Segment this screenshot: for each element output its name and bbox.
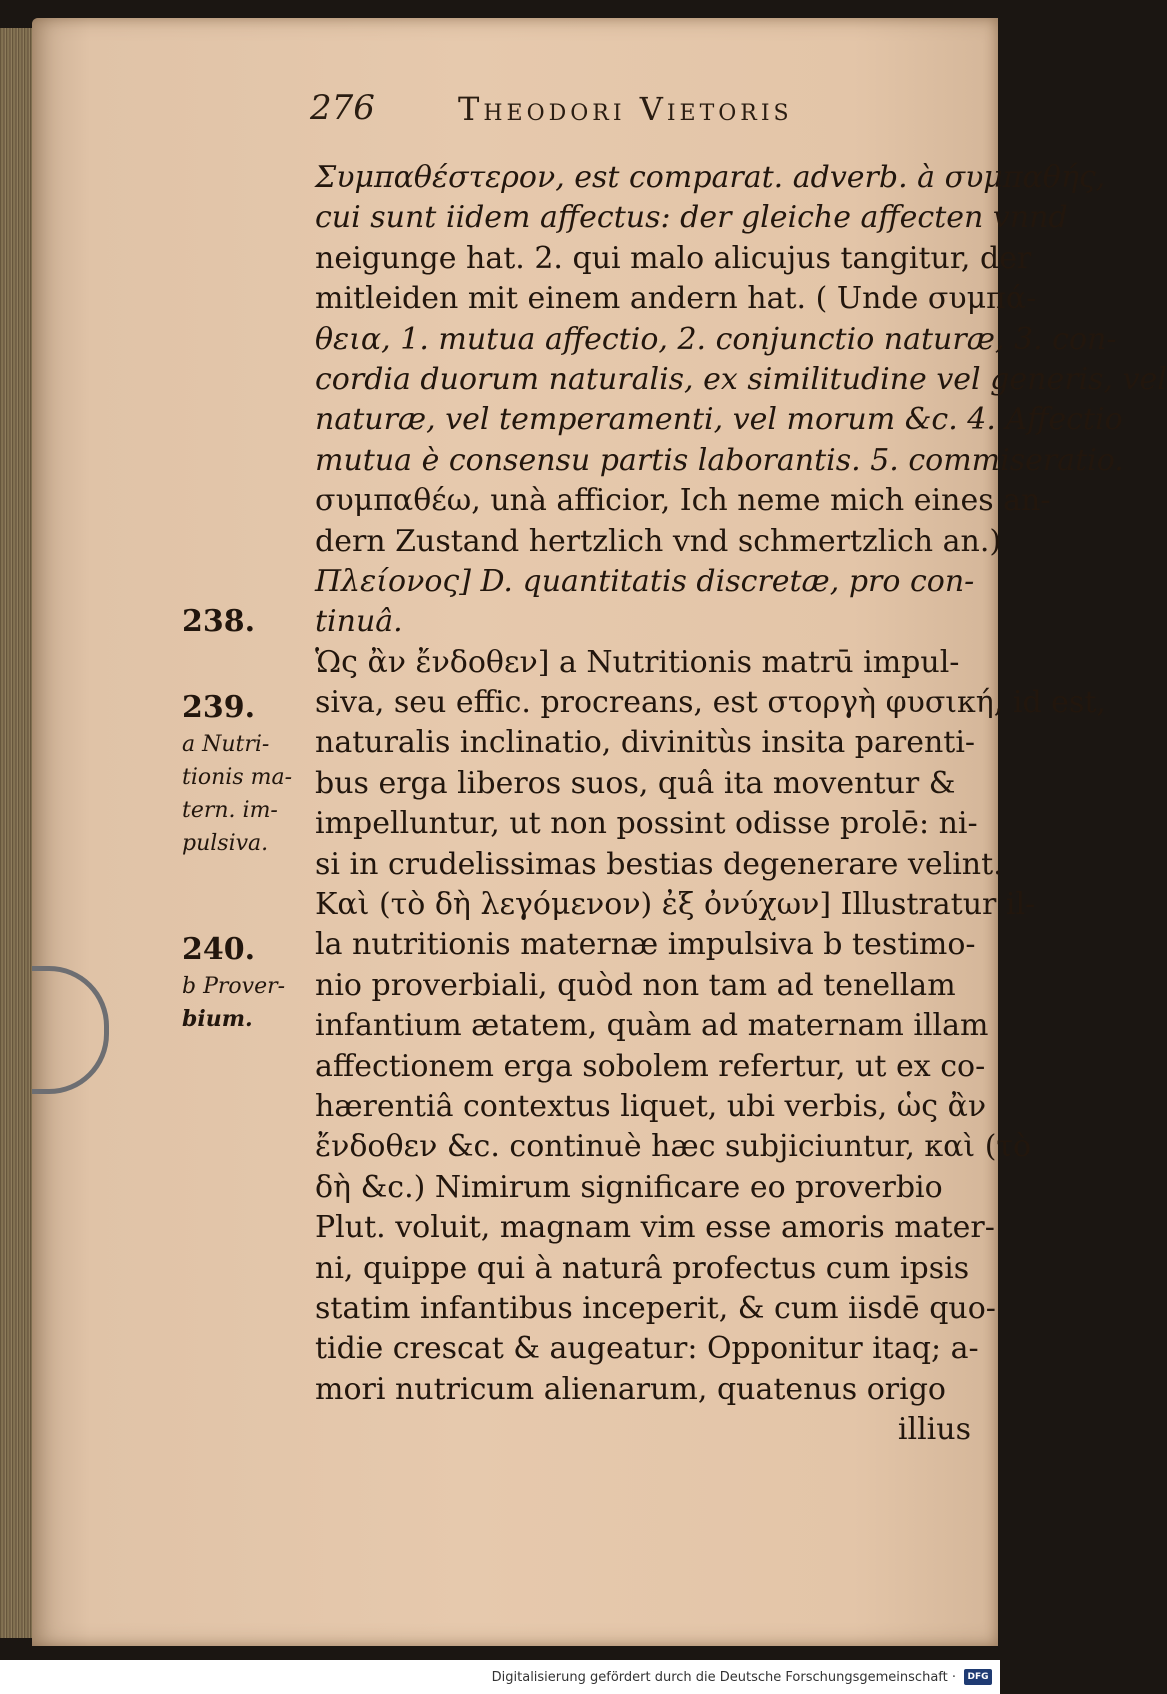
page-number: 276 <box>310 88 375 128</box>
text-line: dern Zustand hertzlich vnd schmertzlich an.) <box>315 523 1002 559</box>
text-line: ἔνδοθεν &c. continuè hæc subjiciuntur, καὶ (τὸ <box>315 1129 1032 1165</box>
text-line: tinuâ. <box>315 604 403 640</box>
margin-note-line: pulsiva. <box>182 831 269 856</box>
text-line: cordia duorum naturalis, ex similitudine vel generis, vel <box>315 361 1167 397</box>
text-line: illius <box>897 1412 971 1448</box>
margin-240 <box>182 930 314 1036</box>
margin-note-line: tern. im- <box>182 798 278 823</box>
text-line: nio proverbiali, quòd non tam ad tenellam <box>315 967 956 1003</box>
text-line: la nutritionis maternæ impulsiva b testimo- <box>315 927 976 963</box>
text-line: siva, seu effic. procreans, est στοργὴ φυσική, id est, <box>315 685 1106 721</box>
text-line: mitleiden mit einem andern hat. ( Unde συμπά- <box>315 281 1037 317</box>
text-line: infantium ætatem, quàm ad maternam illam <box>315 1008 989 1044</box>
text-line: mori nutricum alienarum, quatenus origo <box>315 1371 946 1407</box>
text-line: hærentiâ contextus liquet, ubi verbis, ὡς ἂν <box>315 1088 987 1124</box>
margin-note-line: b Prover- <box>182 974 286 999</box>
text-line: ni, quippe qui à naturâ profectus cum ipsis <box>315 1250 970 1286</box>
margin-239 <box>182 688 314 860</box>
page-header <box>310 88 910 148</box>
main-text <box>315 158 1167 1451</box>
text-line: naturalis inclinatio, divinitùs insita parenti- <box>315 725 976 761</box>
running-title: Theodori Vietoris <box>458 90 793 128</box>
text-line: affectionem erga sobolem refertur, ut ex co- <box>315 1048 986 1084</box>
text-line: Πλείονος] D. quantitatis discretæ, pro con- <box>315 563 975 599</box>
footer-credit: Digitalisierung gefördert durch die Deutsche Forschungsgemeinschaft · <box>491 1669 956 1685</box>
margin-238 <box>182 602 314 642</box>
text-line: cui sunt iidem affectus: der gleiche affecten vnnd <box>315 200 1068 236</box>
text-line: δὴ &c.) Nimirum significare eo proverbio <box>315 1169 943 1205</box>
margin-note-line: tionis ma- <box>182 765 293 790</box>
digitization-footer <box>0 1660 1000 1694</box>
text-line: impelluntur, ut non possint odisse prolē: ni- <box>315 806 978 842</box>
page-clip <box>32 966 109 1094</box>
text-line: Συμπαθέστερον, est comparat. adverb. à συμπαθής, <box>315 160 1106 195</box>
text-line: naturæ, vel temperamenti, vel morum &c. 4. Affectio <box>315 402 1123 438</box>
text-line: συμπαθέω, unà afficior, Ich neme mich eines an- <box>315 483 1051 519</box>
text-line: Καὶ (τὸ δὴ λεγόμενον) ἐξ ὀνύχων] Illustratur il- <box>315 887 1036 923</box>
margin-number: 238. <box>182 604 256 639</box>
margin-note-line: a Nutri- <box>182 732 270 757</box>
margin-number: 239. <box>182 690 256 725</box>
text-line: Ὡς ἂν ἔνδοθεν] a Nutritionis matrū impul- <box>315 644 960 680</box>
text-line: neigunge hat. 2. qui malo alicujus tangitur, der <box>315 240 1032 276</box>
text-line: Plut. voluit, magnam vim esse amoris mater- <box>315 1210 995 1246</box>
margin-number: 240. <box>182 932 256 967</box>
dfg-logo-icon: DFG <box>964 1669 992 1685</box>
text-line: statim infantibus inceperit, & cum iisdē quo- <box>315 1290 996 1326</box>
text-line: si in crudelissimas bestias degenerare velint. <box>315 846 1003 882</box>
margin-note-line: bium. <box>182 1006 253 1032</box>
text-line: tidie crescat & augeatur: Opponitur itaq; a- <box>315 1331 979 1367</box>
text-line: θεια, 1. mutua affectio, 2. conjunctio naturæ, 3. con- <box>315 321 1117 357</box>
text-line: bus erga liberos suos, quâ ita moventur & <box>315 765 956 801</box>
text-line: mutua è consensu partis laborantis. 5. commiseratio. <box>315 442 1124 478</box>
